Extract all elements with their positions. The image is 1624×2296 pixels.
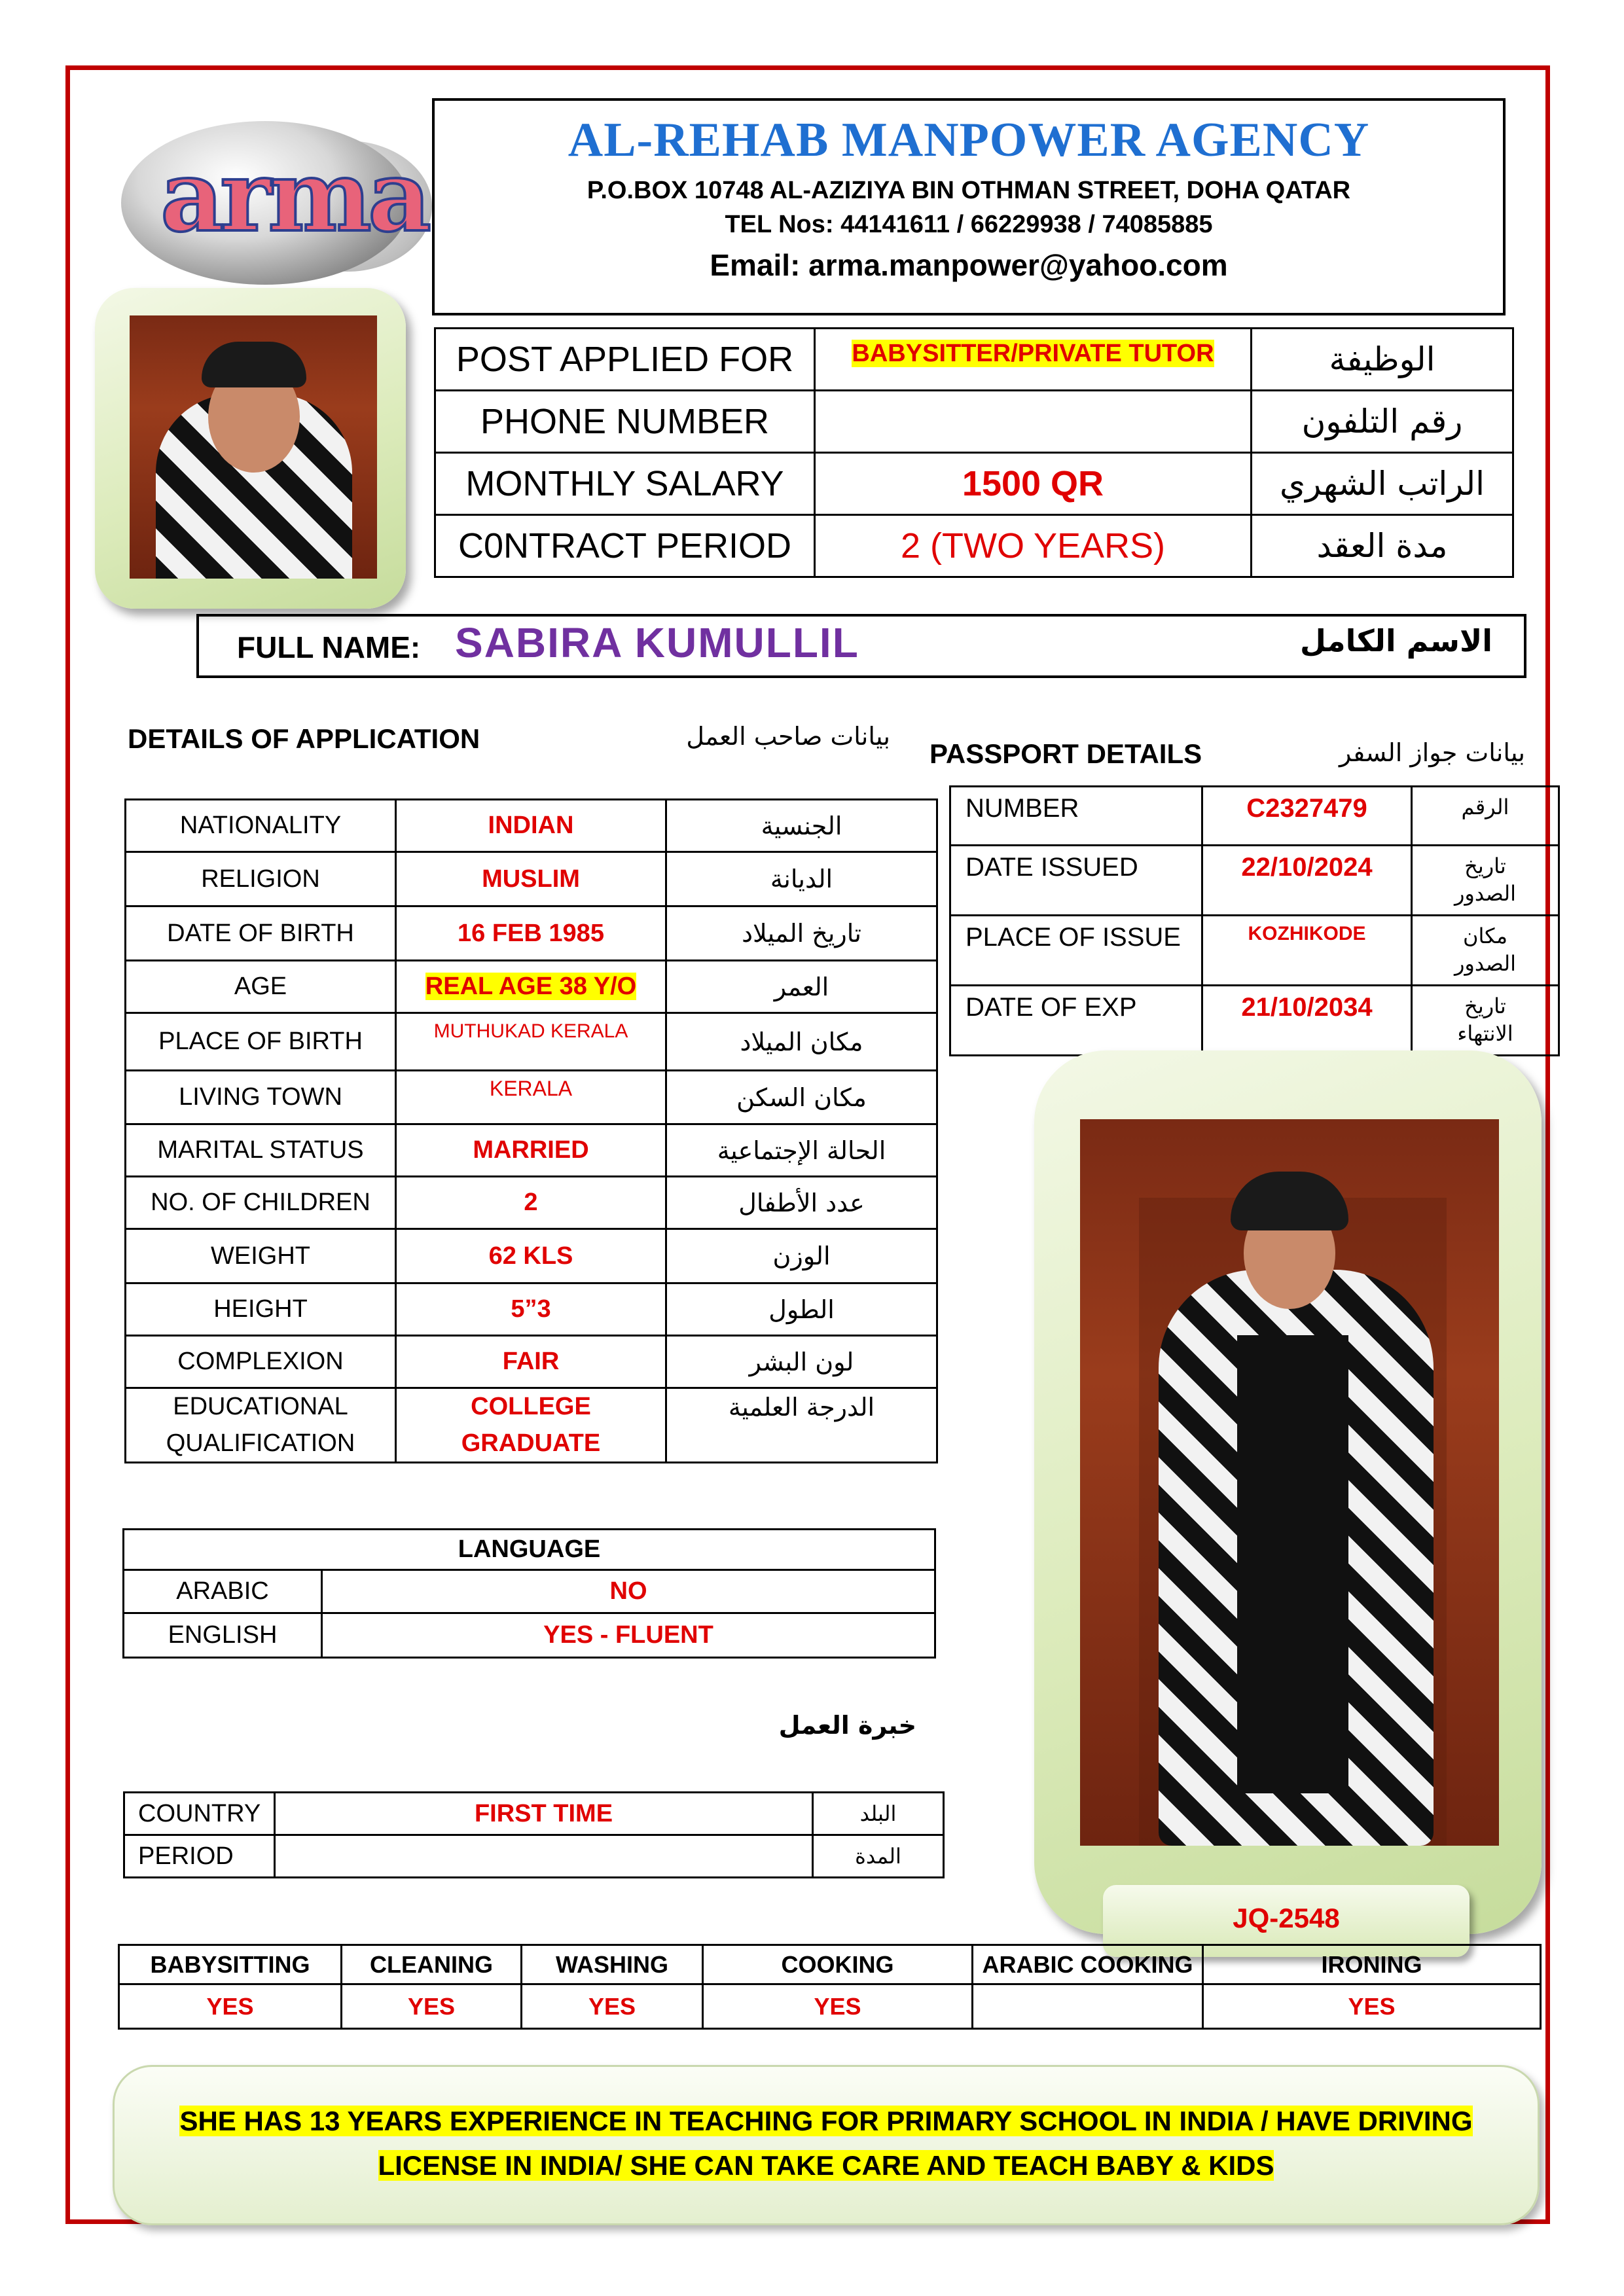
complexion-value: FAIR xyxy=(396,1336,666,1388)
agency-logo: arma xyxy=(160,139,428,254)
agency-name: AL-REHAB MANPOWER AGENCY xyxy=(568,113,1370,167)
table-row xyxy=(435,329,1513,391)
dob-label-ar: تاريخ الميلاد xyxy=(666,906,937,961)
phone-label-ar: رقم التلفون xyxy=(1252,391,1513,453)
skill-cleaning-header: CLEANING xyxy=(342,1945,522,1984)
application-title-ar: بيانات صاحب العمل xyxy=(686,722,890,751)
skill-washing-header: WASHING xyxy=(522,1945,703,1984)
table-row xyxy=(124,1793,944,1835)
expiry-date-label: DATE OF EXP xyxy=(950,986,1202,1056)
full-body-photo xyxy=(1080,1119,1499,1846)
weight-label: WEIGHT xyxy=(126,1229,396,1283)
issue-place-label-ar: مكان الصدور xyxy=(1412,916,1559,986)
phone-value xyxy=(815,391,1252,453)
table-row xyxy=(124,1530,935,1570)
period-label-ar: المدة xyxy=(813,1835,944,1878)
table-row xyxy=(124,1570,935,1613)
application-details-table xyxy=(124,798,938,1463)
education-label: EDUCATIONAL QUALIFICATION xyxy=(126,1388,396,1463)
passport-title-ar: بيانات جواز السفر xyxy=(1339,738,1525,767)
job-info-table xyxy=(434,327,1514,578)
full-name-label-ar: الاسم الكامل xyxy=(1300,623,1492,658)
post-label-ar: الوظيفة xyxy=(1252,329,1513,391)
table-row xyxy=(435,453,1513,515)
table-row xyxy=(126,1388,937,1463)
passport-number-label-ar: الرقم xyxy=(1412,787,1559,846)
table-row xyxy=(126,852,937,906)
skill-ironing-value: YES xyxy=(1203,1984,1541,2029)
skill-babysitting-value: YES xyxy=(119,1984,342,2029)
english-label: ENGLISH xyxy=(124,1613,322,1658)
table-row xyxy=(126,1013,937,1071)
skill-babysitting-header: BABYSITTING xyxy=(119,1945,342,1984)
salary-label: MONTHLY SALARY xyxy=(435,453,815,515)
weight-label-ar: الوزن xyxy=(666,1229,937,1283)
issue-place-value: KOZHIKODE xyxy=(1202,916,1412,986)
language-table xyxy=(122,1528,936,1659)
expiry-date-value: 21/10/2034 xyxy=(1202,986,1412,1056)
country-label-ar: البلد xyxy=(813,1793,944,1835)
passport-number-label: NUMBER xyxy=(950,787,1202,846)
phone-label: PHONE NUMBER xyxy=(435,391,815,453)
education-label-ar: الدرجة العلمية xyxy=(666,1388,937,1463)
table-row xyxy=(950,986,1559,1056)
contract-label: C0NTRACT PERIOD xyxy=(435,515,815,577)
language-title: LANGUAGE xyxy=(124,1530,935,1570)
issue-date-label: DATE ISSUED xyxy=(950,846,1202,916)
nationality-label-ar: الجنسية xyxy=(666,800,937,852)
period-label: PERIOD xyxy=(124,1835,275,1878)
table-row xyxy=(126,1177,937,1229)
remarks-line-1: SHE HAS 13 YEARS EXPERIENCE IN TEACHING FOR PRIMARY SCHOOL IN INDIA / HAVE DRIVING xyxy=(179,2106,1473,2136)
table-row xyxy=(950,846,1559,916)
agency-email: Email: arma.manpower@yahoo.com xyxy=(710,248,1228,282)
religion-value: MUSLIM xyxy=(396,852,666,906)
table-row xyxy=(126,1283,937,1336)
skill-ironing-header: IRONING xyxy=(1203,1945,1541,1984)
children-value: 2 xyxy=(396,1177,666,1229)
marital-label: MARITAL STATUS xyxy=(126,1124,396,1177)
complexion-label-ar: لون البشر xyxy=(666,1336,937,1388)
table-row xyxy=(124,1613,935,1658)
nationality-value: INDIAN xyxy=(396,800,666,852)
issue-date-value: 22/10/2024 xyxy=(1202,846,1412,916)
table-row xyxy=(950,787,1559,846)
country-label: COUNTRY xyxy=(124,1793,275,1835)
table-row xyxy=(119,1984,1541,2029)
period-value xyxy=(275,1835,813,1878)
weight-value: 62 KLS xyxy=(396,1229,666,1283)
marital-value: MARRIED xyxy=(396,1124,666,1177)
religion-label-ar: الديانة xyxy=(666,852,937,906)
expiry-date-label-ar: تاريخ الانتهاء xyxy=(1412,986,1559,1056)
agency-address: P.O.BOX 10748 AL-AZIZIYA BIN OTHMAN STREET, DOHA QATAR xyxy=(586,177,1351,204)
nationality-label: NATIONALITY xyxy=(126,800,396,852)
skill-cooking-header: COOKING xyxy=(703,1945,973,1984)
table-row xyxy=(950,916,1559,986)
children-label: NO. OF CHILDREN xyxy=(126,1177,396,1229)
living-town-label: LIVING TOWN xyxy=(126,1071,396,1124)
passport-table xyxy=(949,785,1560,1056)
table-row xyxy=(126,906,937,961)
education-value: COLLEGE GRADUATE xyxy=(396,1388,666,1463)
post-value: BABYSITTER/PRIVATE TUTOR xyxy=(815,329,1252,391)
complexion-label: COMPLEXION xyxy=(126,1336,396,1388)
height-label-ar: الطول xyxy=(666,1283,937,1336)
english-value: YES - FLUENT xyxy=(322,1613,935,1658)
passport-number-value: C2327479 xyxy=(1202,787,1412,846)
passport-title: PASSPORT DETAILS xyxy=(929,738,1202,769)
dob-label: DATE OF BIRTH xyxy=(126,906,396,961)
country-value: FIRST TIME xyxy=(275,1793,813,1835)
table-row xyxy=(126,961,937,1013)
table-row xyxy=(126,1229,937,1283)
skills-table xyxy=(118,1944,1542,2030)
issue-date-label-ar: تاريخ الصدور xyxy=(1412,846,1559,916)
age-value: REAL AGE 38 Y/O xyxy=(396,961,666,1013)
table-row xyxy=(435,515,1513,577)
table-row xyxy=(119,1945,1541,1984)
full-name-value: SABIRA KUMULLIL xyxy=(455,619,859,666)
skill-cooking-value: YES xyxy=(703,1984,973,2029)
birthplace-label: PLACE OF BIRTH xyxy=(126,1013,396,1071)
living-town-value: KERALA xyxy=(396,1071,666,1124)
post-label: POST APPLIED FOR xyxy=(435,329,815,391)
children-label-ar: عدد الأطفال xyxy=(666,1177,937,1229)
remarks-line-2: LICENSE IN INDIA/ SHE CAN TAKE CARE AND TEACH BABY & KIDS xyxy=(378,2150,1274,2181)
contract-value: 2 (TWO YEARS) xyxy=(815,515,1252,577)
height-label: HEIGHT xyxy=(126,1283,396,1336)
salary-value: 1500 QR xyxy=(815,453,1252,515)
reference-code: JQ-2548 xyxy=(1233,1903,1340,1933)
height-value: 5”3 xyxy=(396,1283,666,1336)
remarks-box xyxy=(113,2065,1540,2225)
living-town-label-ar: مكان السكن xyxy=(666,1071,937,1124)
portrait-photo xyxy=(130,315,377,579)
arabic-value: NO xyxy=(322,1570,935,1613)
contract-label-ar: مدة العقد xyxy=(1252,515,1513,577)
table-row xyxy=(126,800,937,852)
skill-cleaning-value: YES xyxy=(342,1984,522,2029)
application-title: DETAILS OF APPLICATION xyxy=(128,723,480,754)
table-row xyxy=(126,1124,937,1177)
issue-place-label: PLACE OF ISSUE xyxy=(950,916,1202,986)
skill-arabic-cooking-value xyxy=(973,1984,1203,2029)
table-row xyxy=(435,391,1513,453)
table-row xyxy=(126,1336,937,1388)
marital-label-ar: الحالة الإجتماعية xyxy=(666,1124,937,1177)
skill-arabic-cooking-header: ARABIC COOKING xyxy=(973,1945,1203,1984)
work-experience-table xyxy=(123,1791,945,1878)
full-name-label: FULL NAME: xyxy=(237,630,421,664)
work-experience-title-ar: خبرة العمل xyxy=(778,1711,916,1740)
arabic-label: ARABIC xyxy=(124,1570,322,1613)
table-row xyxy=(126,1071,937,1124)
table-row xyxy=(124,1835,944,1878)
agency-phone: TEL Nos: 44141611 / 66229938 / 74085885 xyxy=(725,211,1213,238)
age-label: AGE xyxy=(126,961,396,1013)
age-label-ar: العمر xyxy=(666,961,937,1013)
dob-value: 16 FEB 1985 xyxy=(396,906,666,961)
birthplace-value: MUTHUKAD KERALA xyxy=(396,1013,666,1071)
salary-label-ar: الراتب الشهري xyxy=(1252,453,1513,515)
religion-label: RELIGION xyxy=(126,852,396,906)
skill-washing-value: YES xyxy=(522,1984,703,2029)
birthplace-label-ar: مكان الميلاد xyxy=(666,1013,937,1071)
